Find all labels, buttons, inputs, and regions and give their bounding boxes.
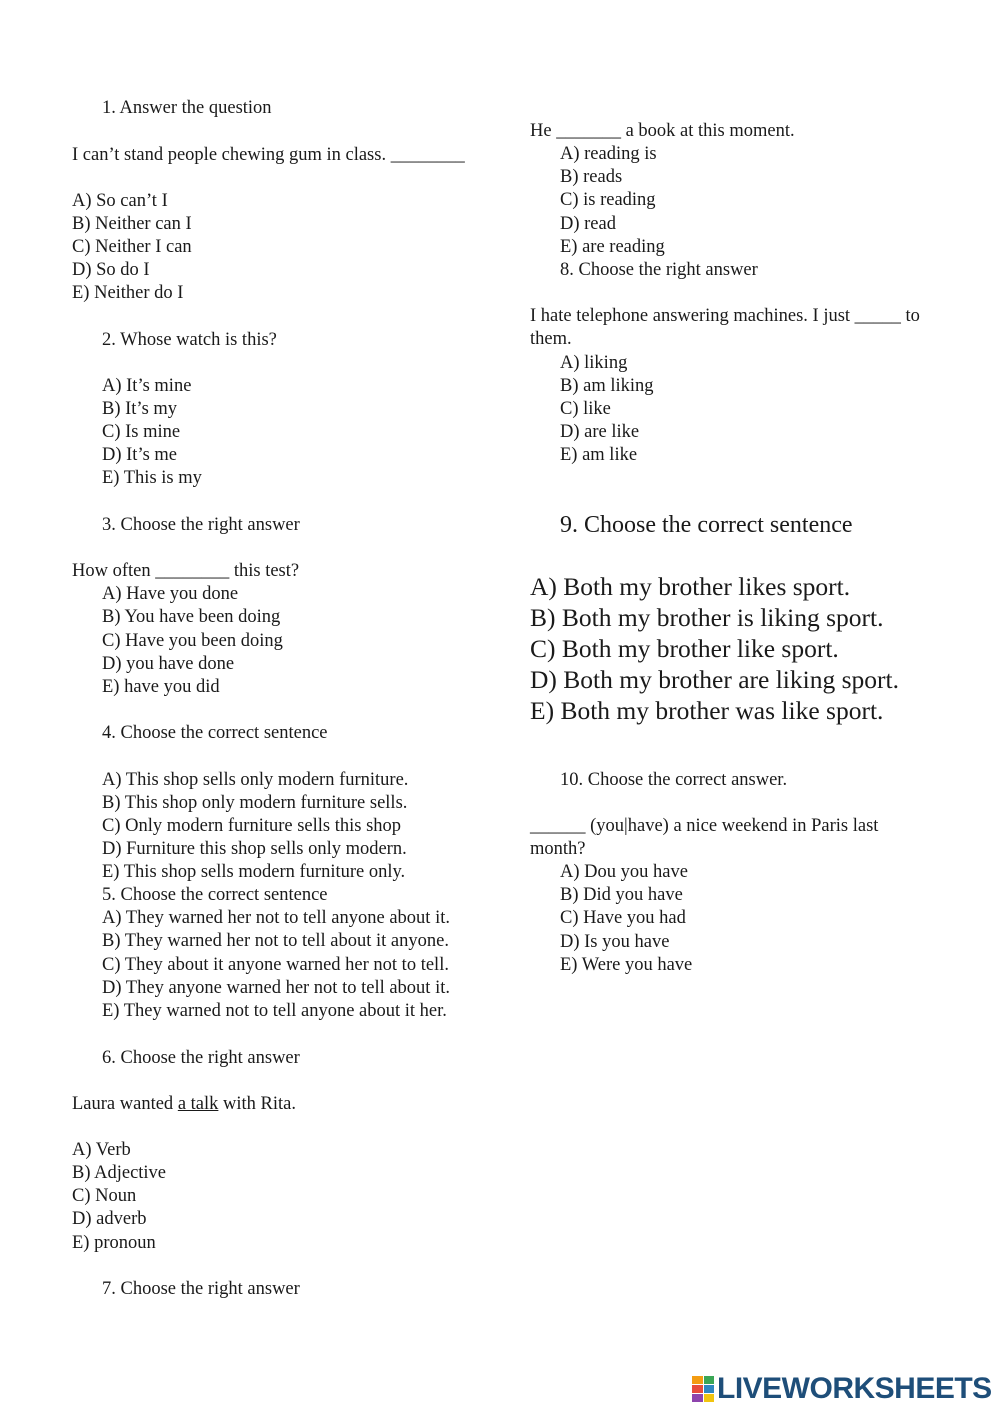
q5-option-a[interactable]: A) They warned her not to tell anyone about it.	[102, 908, 450, 928]
q9-option-e[interactable]: E) Both my brother was like sport.	[530, 696, 884, 725]
q3-option-e[interactable]: E) have you did	[102, 677, 220, 697]
q8-option-b[interactable]: B) am liking	[560, 376, 654, 396]
q8-stem-line1: I hate telephone answering machines. I just _____ to	[530, 306, 920, 326]
q8-heading: 8. Choose the right answer	[560, 260, 758, 280]
q5-option-d[interactable]: D) They anyone warned her not to tell about it.	[102, 978, 450, 998]
q1-option-c[interactable]: C) Neither I can	[72, 237, 192, 257]
q4-option-b[interactable]: B) This shop only modern furniture sells.	[102, 793, 408, 813]
q10-option-d[interactable]: D) Is you have	[560, 932, 670, 952]
q10-option-c[interactable]: C) Have you had	[560, 908, 686, 928]
q6-heading: 6. Choose the right answer	[102, 1048, 300, 1068]
q7-option-b[interactable]: B) reads	[560, 167, 623, 187]
q9-option-c[interactable]: C) Both my brother like sport.	[530, 634, 839, 663]
logo-icon-block	[692, 1385, 703, 1393]
q10-stem-line1: ______ (you|have) a nice weekend in Paris last	[530, 816, 879, 836]
q7-heading: 7. Choose the right answer	[102, 1279, 300, 1299]
q3-option-b[interactable]: B) You have been doing	[102, 607, 281, 627]
q7-stem: He _______ a book at this moment.	[530, 121, 795, 141]
q3-stem: How often ________ this test?	[72, 561, 300, 581]
q3-option-a[interactable]: A) Have you done	[102, 584, 239, 604]
q4-option-a[interactable]: A) This shop sells only modern furniture.	[102, 770, 409, 790]
q8-option-a[interactable]: A) liking	[560, 353, 628, 373]
q9-heading: 9. Choose the correct sentence	[560, 512, 853, 538]
q6-option-e[interactable]: E) pronoun	[72, 1233, 156, 1253]
q6-stem-before: Laura wanted	[72, 1094, 178, 1114]
q8-stem-line2: them.	[530, 329, 572, 349]
q4-option-c[interactable]: C) Only modern furniture sells this shop	[102, 816, 402, 836]
q5-heading: 5. Choose the correct sentence	[102, 885, 328, 905]
liveworksheets-logo-icon	[692, 1376, 714, 1402]
q10-option-a[interactable]: A) Dou you have	[560, 862, 688, 882]
q1-option-e[interactable]: E) Neither do I	[72, 283, 184, 303]
q1-option-a[interactable]: A) So can’t I	[72, 191, 168, 211]
q7-option-d[interactable]: D) read	[560, 214, 616, 234]
q6-stem	[72, 1093, 296, 1115]
q2-option-d[interactable]: D) It’s me	[102, 445, 178, 465]
q5-option-e[interactable]: E) They warned not to tell anyone about it her.	[102, 1001, 447, 1021]
q8-option-e[interactable]: E) am like	[560, 445, 638, 465]
q1-heading: 1. Answer the question	[102, 98, 272, 118]
q4-option-e[interactable]: E) This shop sells modern furniture only.	[102, 862, 406, 882]
q7-option-e[interactable]: E) are reading	[560, 237, 665, 257]
logo-icon-block	[692, 1394, 703, 1402]
q5-option-b[interactable]: B) They warned her not to tell about it anyone.	[102, 931, 449, 951]
q6-option-d[interactable]: D) adverb	[72, 1209, 147, 1229]
logo-icon-block	[704, 1385, 715, 1393]
logo-icon-block	[704, 1376, 715, 1384]
q6-stem-underlined: a talk	[177, 1094, 219, 1114]
q1-option-d[interactable]: D) So do I	[72, 260, 150, 280]
q6-option-c[interactable]: C) Noun	[72, 1186, 137, 1206]
q6-option-b[interactable]: B) Adjective	[72, 1163, 167, 1183]
q3-heading: 3. Choose the right answer	[102, 515, 300, 535]
q5-option-c[interactable]: C) They about it anyone warned her not to tell.	[102, 955, 449, 975]
q9-option-b[interactable]: B) Both my brother is liking sport.	[530, 603, 884, 632]
q10-stem-line2: month?	[530, 839, 586, 859]
q10-option-e[interactable]: E) Were you have	[560, 955, 693, 975]
q2-option-e[interactable]: E) This is my	[102, 468, 202, 488]
q2-option-b[interactable]: B) It’s my	[102, 399, 178, 419]
q2-heading: 2. Whose watch is this?	[102, 330, 277, 350]
q6-option-a[interactable]: A) Verb	[72, 1140, 131, 1160]
q3-option-c[interactable]: C) Have you been doing	[102, 631, 283, 651]
logo-icon-block	[704, 1394, 715, 1402]
q7-option-a[interactable]: A) reading is	[560, 144, 657, 164]
q8-option-d[interactable]: D) are like	[560, 422, 640, 442]
q4-option-d[interactable]: D) Furniture this shop sells only modern.	[102, 839, 407, 859]
q2-option-c[interactable]: C) Is mine	[102, 422, 181, 442]
q8-option-c[interactable]: C) like	[560, 399, 611, 419]
q10-heading: 10. Choose the correct answer.	[560, 770, 788, 790]
q10-option-b[interactable]: B) Did you have	[560, 885, 683, 905]
liveworksheets-logo-text: LIVEWORKSHEETS	[717, 1372, 992, 1405]
liveworksheets-logo	[692, 1372, 992, 1406]
q6-stem-after: with Rita.	[218, 1094, 296, 1114]
q9-option-a[interactable]: A) Both my brother likes sport.	[530, 572, 851, 601]
q2-option-a[interactable]: A) It’s mine	[102, 376, 192, 396]
q1-option-b[interactable]: B) Neither can I	[72, 214, 192, 234]
q3-option-d[interactable]: D) you have done	[102, 654, 235, 674]
q9-option-d[interactable]: D) Both my brother are liking sport.	[530, 665, 899, 694]
q7-option-c[interactable]: C) is reading	[560, 190, 656, 210]
q4-heading: 4. Choose the correct sentence	[102, 723, 328, 743]
q1-stem: I can’t stand people chewing gum in class. ________	[72, 145, 465, 165]
logo-icon-block	[692, 1376, 703, 1384]
